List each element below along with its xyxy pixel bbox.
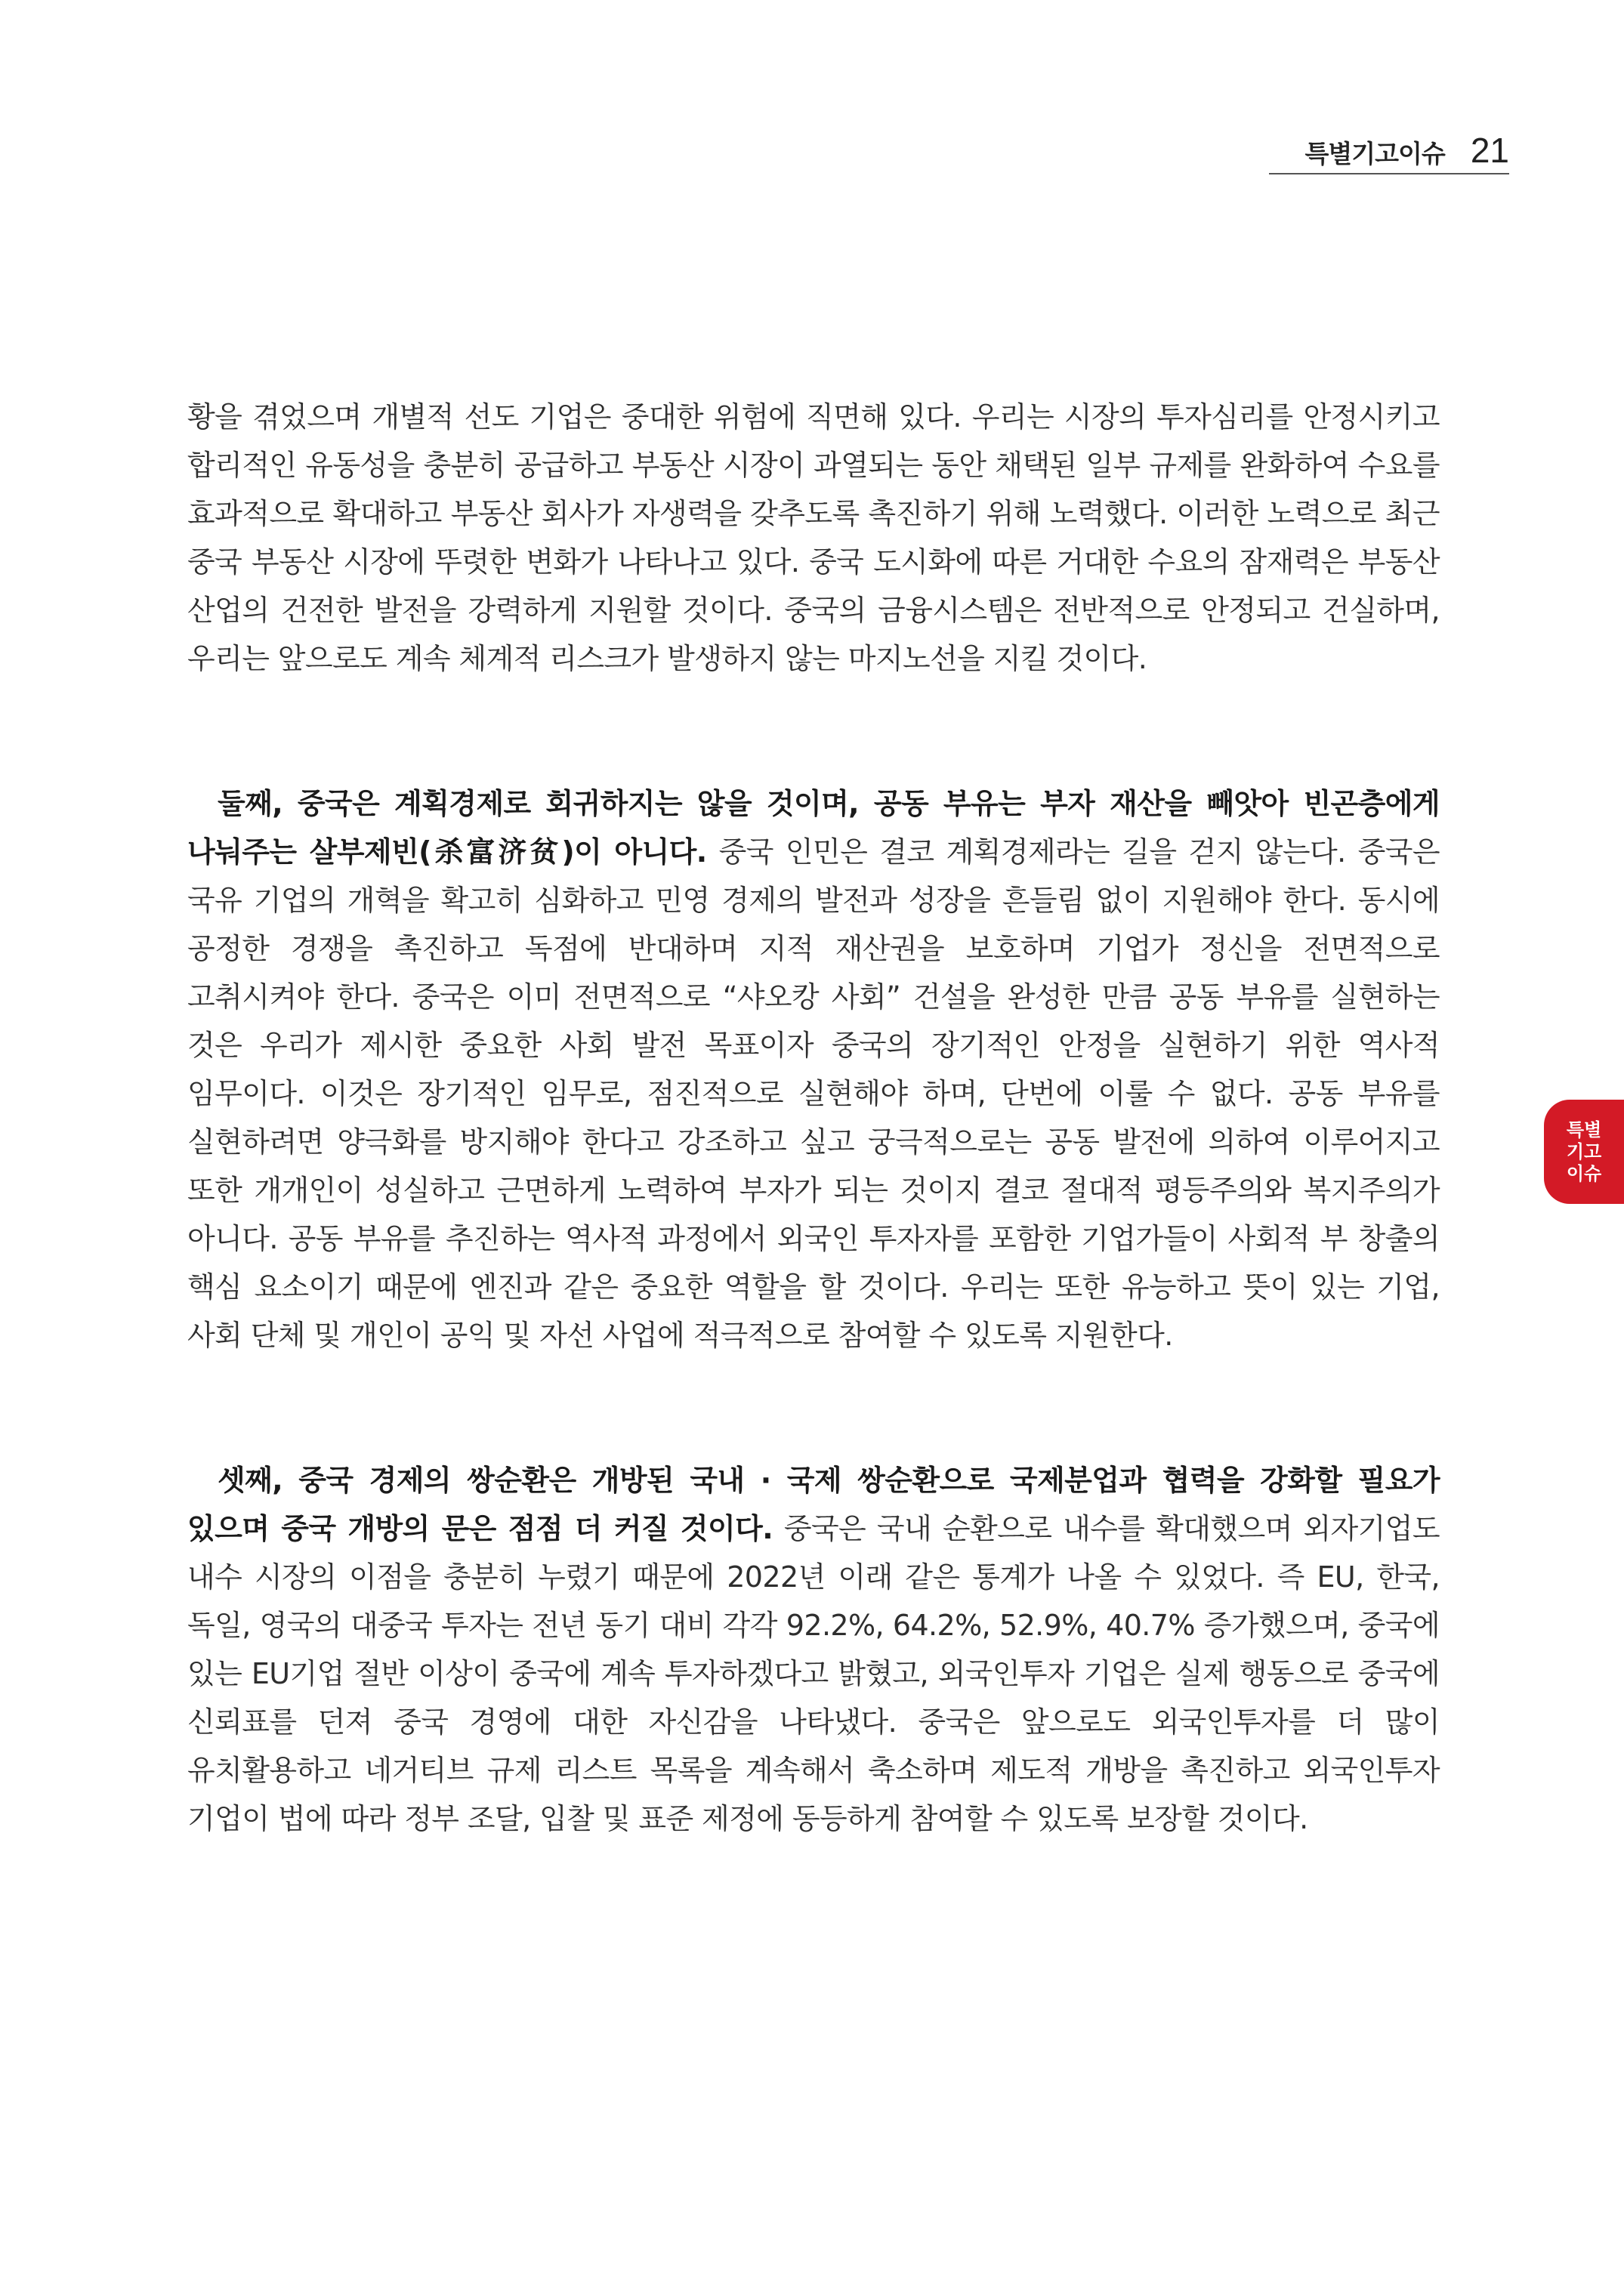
paragraph-2-lead: 둘째, 중국은 계획경제로 회귀하지는 않을 것이며, 공동 부유는 부자 재산을 빼앗아 빈곤층에게 나눠주는 살부제빈(杀富济贫)이 아니다.	[187, 787, 1440, 869]
paragraph-3-body: 중국은 국내 순환으로 내수를 확대했으며 외자기업도 내수 시장의 이점을 충분히 누렸기 때문에 2022년 이래 같은 통계가 나올 수 있었다. 즉 EU, 한국, 독일, 영국의 대중국 투자는 전년 동기 대비 각각 92.2%, 64.2%, 52.9%, 40.7% 증가했으며, 중국에 있는 EU기업 절반 이상이 중국에 계속 투자하겠다고 밝혔고, 외국인투자 기업은 실제 행동으로 중국에 신뢰표를 던져 중국 경영에 대한 자신감을 나타냈다. 중국은 앞으로도 외국인투자를 더 많이 유치활용하고 네거티브 규제 리스트 목록을 계속해서 축소하며 제도적 개방을 촉진하고 외국인투자 기업이 법에 따라 정부 조달, 입찰 및 표준 제정에 동등하게 참여할 수 있도록 보장할 것이다.	[187, 1512, 1440, 1835]
article-body	[187, 393, 1440, 1843]
side-tab-line-2: 기고	[1566, 1140, 1602, 1162]
paragraph-1	[187, 393, 1440, 683]
paragraph-2-body: 중국 인민은 결코 계획경제라는 길을 걷지 않는다. 중국은 국유 기업의 개혁을 확고히 심화하고 민영 경제의 발전과 성장을 흔들림 없이 지원해야 한다. 동시에 공정한 경쟁을 촉진하고 독점에 반대하며 지적 재산권을 보호하며 기업가 정신을 전면적으로 고취시켜야 한다. 중국은 이미 전면적으로 “샤오캉 사회” 건설을 완성한 만큼 공동 부유를 실현하는 것은 우리가 제시한 중요한 사회 발전 목표이자 중국의 장기적인 안정을 실현하기 위한 역사적 임무이다. 이것은 장기적인 임무로, 점진적으로 실현해야 하며, 단번에 이룰 수 없다. 공동 부유를 실현하려면 양극화를 방지해야 한다고 강조하고 싶고 궁극적으로는 공동 발전에 의하여 이루어지고 또한 개개인이 성실하고 근면하게 노력하여 부자가 되는 것이지 결코 절대적 평등주의와 복지주의가 아니다. 공동 부유를 추진하는 역사적 과정에서 외국인 투자자를 포함한 기업가들이 사회적 부 창출의 핵심 요소이기 때문에 엔진과 같은 중요한 역할을 할 것이다. 우리는 또한 유능하고 뜻이 있는 기업, 사회 단체 및 개인이 공익 및 자선 사업에 적극적으로 참여할 수 있도록 지원한다.	[187, 835, 1440, 1352]
paragraph-3-lead: 셋째, 중국 경제의 쌍순환은 개방된 국내 · 국제 쌍순환으로 국제분업과 협력을 강화할 필요가 있으며 중국 개방의 문은 점점 더 커질 것이다.	[187, 1464, 1440, 1545]
page-number: 21	[1470, 131, 1509, 170]
paragraph-1-body: 황을 겪었으며 개별적 선도 기업은 중대한 위험에 직면해 있다. 우리는 시장의 투자심리를 안정시키고 합리적인 유동성을 충분히 공급하고 부동산 시장이 과열되는 동안 채택된 일부 규제를 완화하여 수요를 효과적으로 확대하고 부동산 회사가 자생력을 갖추도록 촉진하기 위해 노력했다. 이러한 노력으로 최근 중국 부동산 시장에 뚜렷한 변화가 나타나고 있다. 중국 도시화에 따른 거대한 수요의 잠재력은 부동산 산업의 건전한 발전을 강력하게 지원할 것이다. 중국의 금융시스템은 전반적으로 안정되고 건실하며, 우리는 앞으로도 계속 체계적 리스크가 발생하지 않는 마지노선을 지킬 것이다.	[187, 400, 1440, 675]
header-divider	[1269, 173, 1509, 174]
paragraph-3	[187, 1456, 1440, 1843]
side-tab-line-1: 특별	[1566, 1119, 1602, 1140]
page-header	[1305, 130, 1509, 171]
section-side-tab	[1544, 1100, 1624, 1204]
section-title: 특별기고이슈	[1304, 139, 1445, 168]
side-tab-line-3: 이슈	[1566, 1162, 1602, 1184]
paragraph-2	[187, 779, 1440, 1359]
